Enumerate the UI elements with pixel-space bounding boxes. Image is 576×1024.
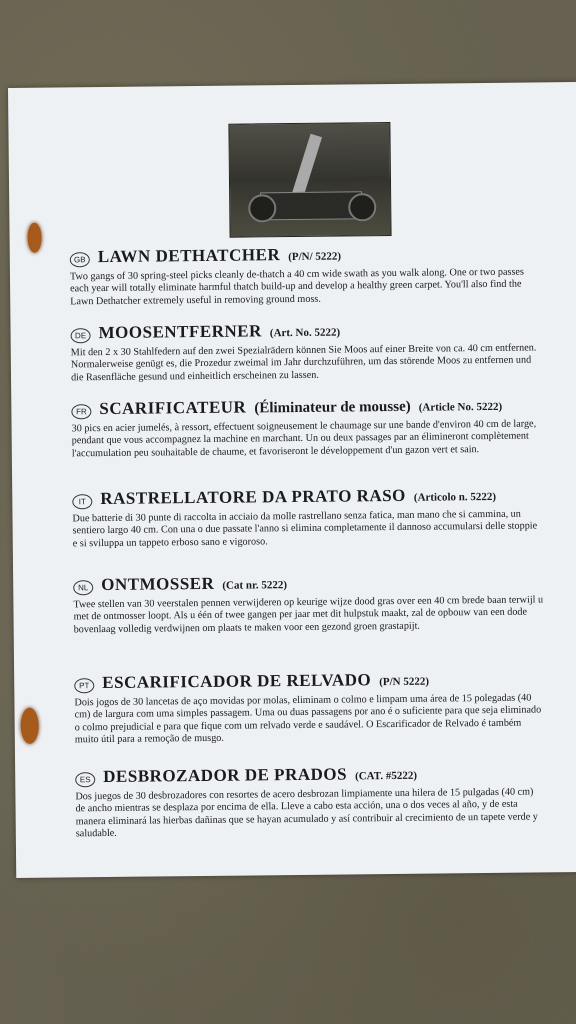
language-badge: FR <box>71 404 91 419</box>
section-text: Due batterie di 30 punte di raccolta in acciaio da molle rastrellano senza fatica, man mano che si cammina, un sentiero largo 40 cm. Con una o due passate l'anno si elimina completamente il dannoso accumularsi delle stoppie e si sviluppa un tappeto erboso sano e vigoroso. <box>72 508 538 550</box>
section-text: Twee stellen van 30 veerstalen pennen verwijderen op keurige wijze dood gras over een 40 cm brede baan terwijl u met de ontmosser loopt. Als u één of twee gangen per jaar met dit hulpstuk maakt, zal de opbouw van een dode bovenlaag volledig verdwijnen om plaats te maken voor een gezond groen grastapijt. <box>73 594 544 636</box>
section-title: ESCARIFICADOR DE RELVADO <box>102 670 372 693</box>
part-number: (Article No. 5222) <box>418 400 503 414</box>
section-title: RASTRELLATORE DA PRATO RASO <box>100 485 406 509</box>
instruction-sheet <box>8 82 576 878</box>
language-badge: PT <box>74 678 94 693</box>
section-gb <box>70 242 541 308</box>
part-number: (CAT. #5222) <box>354 769 418 783</box>
language-badge: ES <box>75 772 95 787</box>
language-badge: GB <box>70 252 90 267</box>
section-es <box>75 762 546 841</box>
part-number: (P/N/ 5222) <box>288 250 342 264</box>
part-number: (Articolo n. 5222) <box>413 490 497 504</box>
product-photo <box>228 122 391 238</box>
section-text: Two gangs of 30 spring-steel picks cleanly de-thatch a 40 cm wide swath as you walk along. One or two passes each year will totally eliminate harmful thatch build-up and develop a healthy green carpet. You'll also find the Lawn Dethatcher extremely useful in removing ground moss. <box>69 266 524 308</box>
section-title: MOOSENTFERNER <box>98 321 262 343</box>
language-badge: DE <box>71 328 91 343</box>
section-text: Dos juegos de 30 desbrozadores con resortes de acero desbrozan limpiamente una hilera de 15 pulgadas (40 cm) de ancho mientras se desplaza por encima de ella. Lleve a cabo esta acción, una o dos veces al año, y de esta manera eliminará las hierbas dañinas que se hayan acumulado y así contribuir al crecimiento de un tapete verde y saludable. <box>75 786 538 840</box>
section-it <box>72 484 543 550</box>
rust-stain <box>27 223 41 253</box>
section-title: ONTMOSSER <box>101 573 215 595</box>
section-text: Mit den 2 x 30 Stahlfedern auf den zwei Spezialrädern können Sie Moos auf einer Breite von ca. 40 cm entfernen. Normalerweise genügt es, die Prozedur zweimal im Jahr durchzuführen, um das störende Moos zu entfernen und die Rasenfläche gesund und einheitlich erscheinen zu lassen. <box>70 342 537 384</box>
part-number: (Cat nr. 5222) <box>222 579 288 592</box>
language-badge: NL <box>73 580 93 595</box>
section-text: Dois jogos de 30 lancetas de aço movidas por molas, eliminam o colmo e limpam uma área de 15 polegadas (40 cm) de largura com uma simples passagem. Uma ou duas passagens por ano é o suficiente para que seja eliminado o colmo prejudicial e para que fique com um relvado verde e saudável. O Escarificador de Relvado é também muito útil para a remoção de musgo. <box>74 692 542 746</box>
section-title: SCARIFICATEUR <box>99 397 247 419</box>
section-text: 30 pics en acier jumelés, à ressort, effectuent soigneusement le chaumage sur une bande d'environ 40 cm de large, pendant que vous accompagnez la machine en marchant. Un ou deux passages par an élimineront complètement l'accumulation peu souhaitable de chaume, et favoriseront le développement d'un gazon vert et sain. <box>71 418 537 460</box>
section-title: LAWN DETHATCHER <box>97 245 281 267</box>
section-nl <box>73 570 544 636</box>
section-pt <box>74 668 545 747</box>
part-number: (P/N 5222) <box>379 675 430 689</box>
language-badge: IT <box>72 494 92 509</box>
section-title: DESBROZADOR DE PRADOS <box>103 764 348 787</box>
section-fr <box>71 394 542 460</box>
section-subtitle: (Éliminateur de mousse) <box>254 398 411 417</box>
part-number: (Art. No. 5222) <box>269 326 341 340</box>
section-de <box>70 318 541 384</box>
rust-stain <box>20 708 38 744</box>
